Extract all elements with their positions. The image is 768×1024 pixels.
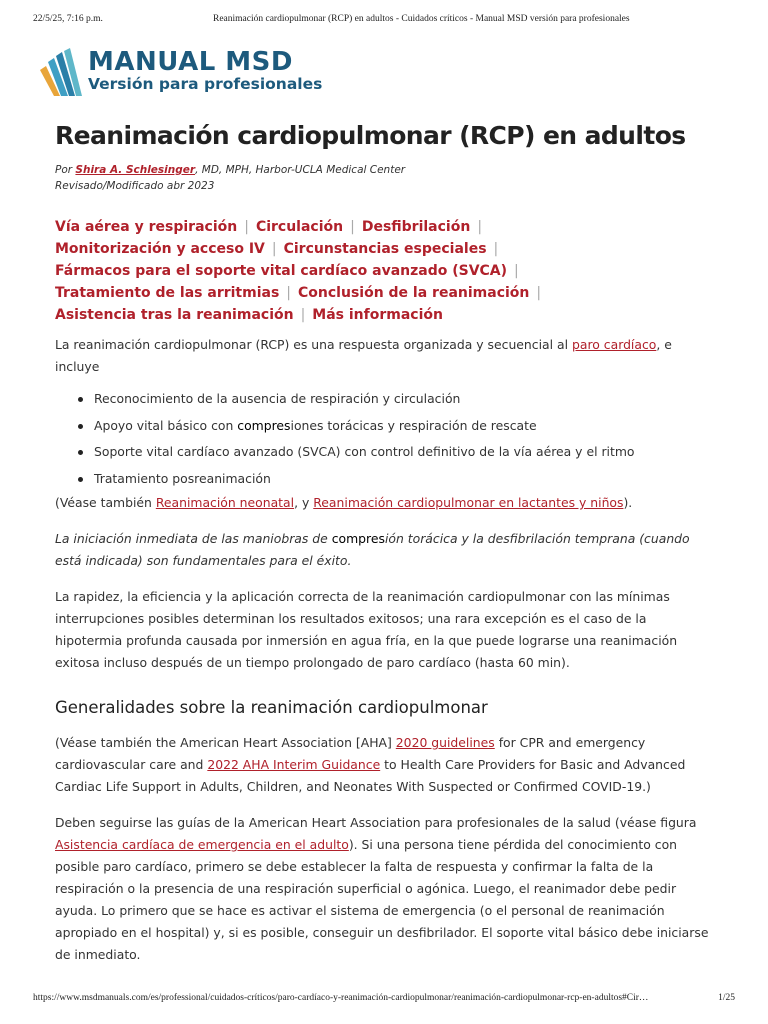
author-affiliation: , MD, MPH, Harbor-UCLA Medical Center [195,164,406,176]
list-item-text: iones torácicas y respiración de rescate [290,417,537,433]
intro-paragraph [55,334,715,378]
see-also-text: ). [623,495,633,510]
toc-separator: | [514,263,519,279]
list-item-text: Soporte vital cardíaco avanzado (SVCA) con control definitivo de la vía aérea y el ritmo [94,444,635,459]
speed-paragraph: La rapidez, la eficiencia y la aplicación correcta de la reanimación cardiopulmonar con las mínimas interrupciones posibles determinan los resultados exitosos; una rara excepción es el caso de la hipotermia profunda causada por inmersión en agua fría, en la que puede lograrse una reanimación exitosa incluso después de un tiempo prolongado de paro cardíaco (hasta 60 min). [55,589,678,670]
cpr-components-list [55,386,715,492]
logo-tagline: Versión para profesionales [88,75,323,93]
print-date: 22/5/25, 7:16 p.m. [33,14,103,24]
guidelines-paragraph [55,812,715,966]
aha-interim-guidance-link[interactable]: 2022 AHA Interim Guidance [207,757,381,772]
by-prefix: Por [55,164,73,176]
toc-separator: | [300,307,306,323]
toc-line [55,260,715,282]
bullet-icon [78,450,83,455]
aha-paragraph [55,732,715,798]
toc-link-asistencia[interactable]: Asistencia tras la reanimación [55,307,294,323]
toc-separator: | [536,285,542,301]
topic-navigation [55,216,715,326]
guidelines-text: Deben seguirse las guías de la American Heart Association para profesionales de la salud (véase figura [55,815,697,830]
list-item-text: Apoyo vital básico con [94,417,238,433]
list-item [94,466,715,493]
msd-logo-icon [36,46,86,98]
toc-separator: | [244,219,249,235]
bullet-icon [78,424,83,429]
intro-text: La reanimación cardiopulmonar (RCP) es una respuesta organizada y secuencial al [55,337,572,352]
toc-link-via-aerea[interactable]: Vía aérea y respiración [55,219,238,235]
aha-text: (Véase también the American Heart Association [AHA] [55,735,396,750]
toc-link-circunstancias[interactable]: Circunstancias especiales [283,241,487,257]
toc-separator: | [271,241,277,257]
list-item [94,439,715,466]
author-line [55,162,715,178]
search-highlight: compres [331,531,385,546]
guidelines-2020-link[interactable]: 2020 guidelines [395,735,495,750]
search-highlight: compres [237,417,291,433]
print-url: https://www.msdmanuals.com/es/professional/cuidados-críticos/paro-cardíaco-y-reanimación-cardiopulmonar/reanimación-cardiopulmonar-rcp-en-adultos#Cir… [33,993,649,1003]
article-title: Reanimación cardiopulmonar (RCP) en adultos [55,121,686,150]
see-also-paragraph [55,492,715,514]
list-item [94,413,715,440]
rcp-lactantes-ninos-link[interactable]: Reanimación cardiopulmonar en lactantes y niños [313,495,624,510]
toc-link-farmacos[interactable]: Fármacos para el soporte vital cardíaco avanzado (SVCA) [55,263,508,279]
reanimacion-neonatal-link[interactable]: Reanimación neonatal [155,495,295,510]
toc-separator: | [477,219,483,235]
guidelines-text: ). Si una persona tiene pérdida del conocimiento con posible paro cardíaco, primero se debe establecer la falta de respuesta y confirmar la falta de la respiración o la presencia de una respiración superficial o agónica. Luego, el reanimador debe pedir ayuda. Lo primero que se hace es activar el sistema de emergencia (o el personal de reanimación apropiado en el hospital) y, si es posible, conseguir un desfibrilador. El soporte vital básico debe iniciarse de inmediato. [55,837,709,962]
bullet-icon [78,477,83,482]
toc-separator: | [286,285,292,301]
asistencia-cardiaca-link[interactable]: Asistencia cardíaca de emergencia en el adulto [55,837,349,852]
logo-brand: MANUAL MSD [88,47,293,77]
toc-line [55,216,715,238]
print-footer [33,993,735,1007]
print-page-number: 1/25 [718,993,735,1003]
toc-link-circulacion[interactable]: Circulación [255,219,344,235]
toc-link-mas-informacion[interactable]: Más información [312,307,443,323]
emphasis-text: ión torácica y la desfibrilación temprana (cuando está indicada) son fundamentales para el éxito. [55,531,690,568]
see-also-text: (Véase también [55,495,156,510]
intro-text-end: , e incluye [55,337,672,374]
toc-line [55,304,715,326]
emphasis-text: La iniciación inmediata de las maniobras de [55,531,332,546]
toc-separator: | [350,219,355,235]
toc-link-monitorizacion[interactable]: Monitorización y acceso IV [55,241,265,257]
aha-text: to Health Care Providers for Basic and Advanced Cardiac Life Support in Adults, Children, and Neonates With Suspected or Confirmed COVID-19.) [55,757,686,794]
list-item-text: Tratamiento posreanimación [94,470,271,486]
article [55,120,715,966]
section-heading: Generalidades sobre la reanimación cardiopulmonar [55,698,488,717]
aha-text: for CPR and emergency cardiovascular care and [55,735,646,772]
list-item-text: Reconocimiento de la ausencia de respiración y circulación [94,391,461,406]
paro-cardiaco-link[interactable]: paro cardíaco [571,337,657,352]
print-page-title: Reanimación cardiopulmonar (RCP) en adultos - Cuidados críticos - Manual MSD versión para profesionales [213,14,630,24]
print-header [33,14,735,28]
emphasis-paragraph [55,528,715,572]
list-item [94,386,715,413]
byline [55,162,715,194]
see-also-text: , y [294,495,314,510]
bullet-icon [78,397,83,402]
toc-line [55,282,715,304]
author-link[interactable]: Shira A. Schlesinger [75,164,196,176]
toc-link-conclusion[interactable]: Conclusión de la reanimación [298,285,530,301]
msd-manual-logo[interactable] [36,46,336,98]
toc-link-arritmias[interactable]: Tratamiento de las arritmias [55,285,280,301]
revised-date: Revisado/Modificado abr 2023 [55,180,215,192]
toc-line [55,238,715,260]
toc-separator: | [493,241,499,257]
toc-link-desfibrilacion[interactable]: Desfibrilación [361,219,471,235]
